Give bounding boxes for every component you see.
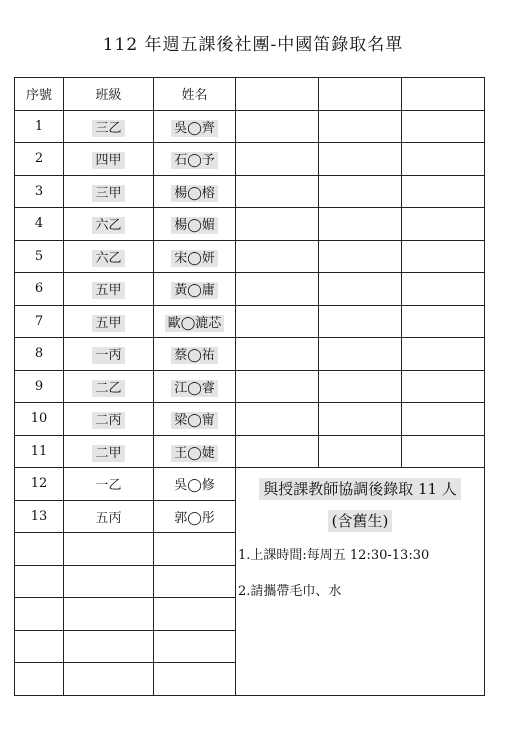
note-line1: 與授課教師協調後錄取 11 人 [259, 478, 461, 500]
cell-name-text: 江◯睿 [171, 380, 218, 397]
cell-seq [15, 273, 64, 306]
cell-seq-text: 5 [34, 248, 44, 264]
cell-name [154, 468, 236, 501]
empty-cell [319, 305, 402, 338]
empty-cell [402, 175, 485, 208]
cell-seq [15, 403, 64, 436]
cell-name-text: 吳◯修 [174, 478, 215, 494]
empty-cell [402, 273, 485, 306]
empty-cell [319, 143, 402, 176]
cell-seq-text: 4 [34, 216, 44, 232]
cell-seq-text: 10 [30, 411, 48, 427]
empty-cell [236, 403, 319, 436]
cell-name [154, 143, 236, 176]
empty-cell [236, 175, 319, 208]
empty-cell [319, 435, 402, 468]
empty-cell [319, 208, 402, 241]
cell-class [64, 468, 154, 501]
roster-table [14, 77, 485, 696]
empty-cell [319, 403, 402, 436]
cell-name [154, 240, 236, 273]
cell-name [154, 273, 236, 306]
cell-seq [15, 370, 64, 403]
cell-name [154, 630, 236, 663]
cell-seq [15, 630, 64, 663]
cell-name [154, 338, 236, 371]
cell-class [64, 240, 154, 273]
table-row [15, 370, 485, 403]
empty-cell [402, 208, 485, 241]
cell-class [64, 208, 154, 241]
empty-cell [402, 435, 485, 468]
table-row [15, 240, 485, 273]
cell-class [64, 533, 154, 566]
empty-cell [402, 110, 485, 143]
empty-cell [402, 338, 485, 371]
cell-seq [15, 565, 64, 598]
cell-class-text: 二乙 [92, 380, 124, 397]
cell-name-text: 歐◯漉芯 [165, 315, 225, 332]
cell-class [64, 403, 154, 436]
note-item-time: 1.上課時間:每周五 12:30-13:30 [238, 548, 430, 563]
cell-name [154, 175, 236, 208]
cell-seq [15, 500, 64, 533]
cell-name [154, 208, 236, 241]
empty-cell [319, 338, 402, 371]
cell-name-text: 蔡◯祐 [171, 347, 218, 364]
cell-class-text: 五甲 [92, 282, 124, 299]
empty-cell [319, 78, 402, 111]
cell-class [64, 338, 154, 371]
cell-class-text: 六乙 [92, 217, 124, 234]
cell-class [64, 305, 154, 338]
table-row [15, 273, 485, 306]
cell-seq [15, 240, 64, 273]
table-row [15, 305, 485, 338]
table-row [15, 143, 485, 176]
empty-cell [402, 78, 485, 111]
note-subheading [236, 506, 484, 536]
cell-seq-text: 12 [30, 476, 48, 492]
empty-cell [236, 208, 319, 241]
cell-class-text: 六乙 [92, 250, 124, 267]
cell-name [154, 403, 236, 436]
table-row [15, 403, 485, 436]
cell-name-text: 石◯予 [171, 152, 218, 169]
empty-cell [236, 110, 319, 143]
cell-name-text: 楊◯榕 [171, 185, 218, 202]
empty-cell [402, 370, 485, 403]
cell-seq [15, 435, 64, 468]
cell-class [64, 143, 154, 176]
empty-cell [402, 403, 485, 436]
table-row [15, 175, 485, 208]
empty-cell [236, 240, 319, 273]
cell-name [154, 533, 236, 566]
cell-name [154, 565, 236, 598]
cell-class [64, 175, 154, 208]
header-row [15, 78, 485, 111]
cell-name [154, 370, 236, 403]
empty-cell [236, 78, 319, 111]
cell-class [64, 630, 154, 663]
empty-cell [402, 240, 485, 273]
table-row [15, 110, 485, 143]
cell-seq-text: 3 [34, 183, 44, 199]
cell-seq [15, 110, 64, 143]
table-row [15, 338, 485, 371]
empty-cell [319, 110, 402, 143]
cell-name [154, 598, 236, 631]
cell-seq [15, 175, 64, 208]
empty-cell [236, 305, 319, 338]
cell-class [64, 435, 154, 468]
empty-cell [319, 370, 402, 403]
table-row [15, 435, 485, 468]
cell-seq [15, 468, 64, 501]
empty-cell [236, 435, 319, 468]
cell-seq-text: 6 [34, 281, 44, 297]
note-box [236, 468, 485, 696]
cell-seq [15, 143, 64, 176]
table-row [15, 468, 485, 501]
cell-name [154, 110, 236, 143]
empty-cell [402, 305, 485, 338]
empty-cell [236, 338, 319, 371]
cell-name-text: 黃◯庸 [171, 282, 218, 299]
empty-cell [402, 143, 485, 176]
cell-seq-text: 13 [30, 508, 48, 524]
page-title: 112 年週五課後社團-中國笛錄取名單 [102, 35, 404, 55]
cell-class-text: 五甲 [92, 315, 124, 332]
header-seq: 序號 [15, 78, 64, 111]
empty-cell [319, 273, 402, 306]
cell-seq-text: 9 [34, 378, 44, 394]
cell-name-text: 宋◯妍 [171, 250, 218, 267]
empty-cell [236, 273, 319, 306]
cell-seq-text: 11 [30, 443, 48, 459]
cell-seq [15, 598, 64, 631]
cell-class [64, 110, 154, 143]
cell-name-text: 梁◯甯 [171, 412, 218, 429]
cell-name [154, 500, 236, 533]
cell-seq-text: 1 [34, 118, 44, 134]
note-heading [236, 474, 484, 504]
cell-class [64, 500, 154, 533]
cell-class [64, 273, 154, 306]
cell-class-text: 四甲 [92, 152, 124, 169]
empty-cell [319, 175, 402, 208]
cell-seq-text: 7 [34, 313, 44, 329]
cell-class-text: 一乙 [95, 478, 122, 494]
note-item-bring: 2.請攜帶毛巾、水 [238, 584, 342, 599]
table-row [15, 208, 485, 241]
cell-seq [15, 533, 64, 566]
cell-seq [15, 305, 64, 338]
cell-class [64, 565, 154, 598]
cell-seq [15, 338, 64, 371]
cell-name [154, 663, 236, 696]
cell-seq [15, 208, 64, 241]
cell-class-text: 三乙 [92, 120, 124, 137]
empty-cell [319, 240, 402, 273]
cell-class-text: 二甲 [92, 445, 124, 462]
cell-class [64, 598, 154, 631]
header-class: 班級 [64, 78, 154, 111]
cell-class [64, 663, 154, 696]
cell-seq-text: 2 [34, 151, 44, 167]
cell-seq-text: 8 [34, 346, 44, 362]
cell-class-text: 三甲 [92, 185, 124, 202]
cell-name-text: 郭◯彤 [174, 510, 215, 526]
cell-name-text: 楊◯媚 [171, 217, 218, 234]
cell-name [154, 435, 236, 468]
cell-class [64, 370, 154, 403]
cell-name [154, 305, 236, 338]
note-line2: (含舊生) [328, 510, 393, 532]
cell-class-text: 二丙 [92, 412, 124, 429]
cell-seq [15, 663, 64, 696]
header-name: 姓名 [154, 78, 236, 111]
cell-class-text: 一丙 [92, 347, 124, 364]
empty-cell [236, 370, 319, 403]
cell-name-text: 吳◯齊 [171, 120, 218, 137]
empty-cell [236, 143, 319, 176]
cell-class-text: 五丙 [95, 510, 122, 526]
cell-name-text: 王◯婕 [171, 445, 218, 462]
